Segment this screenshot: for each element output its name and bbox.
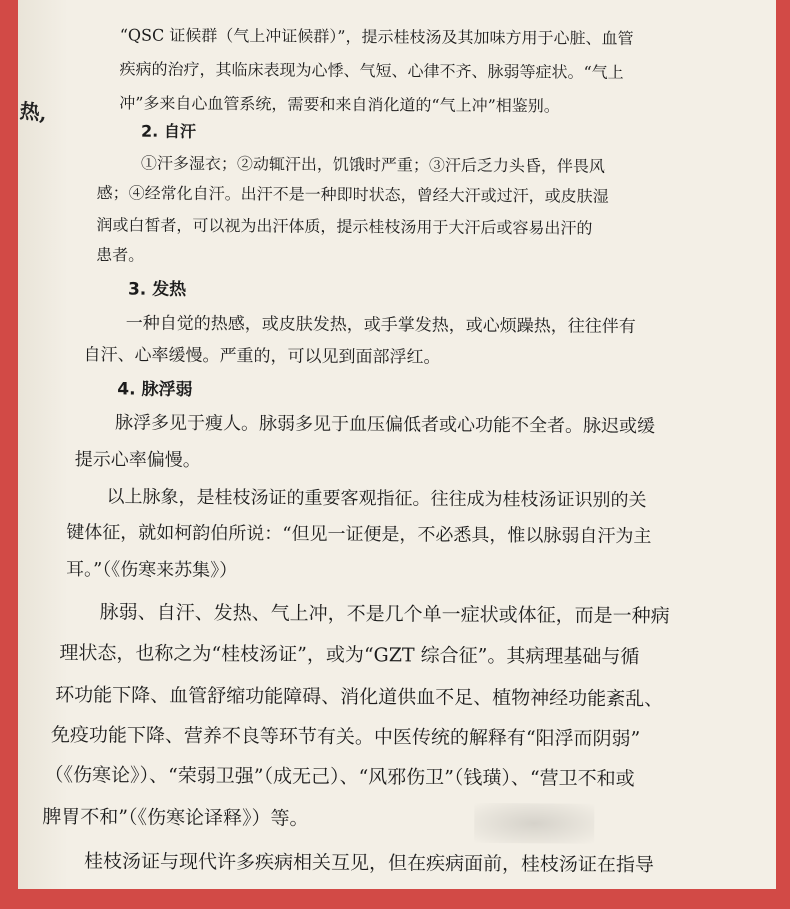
adjacent-page-fragment: 热, [18, 98, 48, 126]
text-line: （《伤寒论》）、“荣弱卫强”（成无己）、“风邪伤卫”（钱璜）、“营卫不和或 [44, 763, 635, 791]
text-line: 感；④经常化自汗。出汗不是一种即时状态，曾经大汗或过汗，或皮肤湿 [96, 183, 609, 206]
text-line: 自汗、心率缓慢。严重的，可以见到面部浮红。 [83, 345, 441, 368]
text-line: 键体征，就如柯韵伯所说：“但见一证便是，不必悉具，惟以脉弱自汗为主 [66, 522, 652, 548]
text-line: 理状态，也称之为“桂枝汤证”，或为“GZT 综合征”。其病理基础与循 [59, 642, 640, 669]
book-page [42, 0, 760, 894]
text-line: 冲”多来自心血管系统，需要和来自消化道的“气上冲”相鉴别。 [119, 93, 560, 116]
section-heading: 3. 发热 [127, 279, 187, 300]
section-heading: 4. 脉浮弱 [117, 379, 193, 400]
page-shadow [474, 803, 594, 844]
text-line: ①汗多湿衣；②动辄汗出，饥饿时严重；③汗后乏力头昏，伴畏风 [140, 153, 605, 176]
text-line: 以上脉象，是桂枝汤证的重要客观指征。往往成为桂枝汤证识别的关 [106, 486, 647, 512]
text-line: 免疫功能下降、营养不良等环节有关。中医传统的解释有“阳浮而阴弱” [50, 723, 641, 751]
text-line: 一种自觉的热感，或皮肤发热，或手掌发热，或心烦躁热，往往伴有 [125, 313, 636, 338]
text-line: 环功能下降、血管舒缩功能障碍、消化道供血不足、植物神经功能紊乱、 [55, 683, 664, 711]
text-line: 润或白皙者，可以视为出汗体质，提示桂枝汤用于大汗后或容易出汗的 [96, 215, 593, 238]
text-line: 耳。”（《伤寒来苏集》） [65, 559, 238, 582]
text-line: 脉浮多见于瘦人。脉弱多见于血压偏低者或心功能不全者。脉迟或缓 [114, 412, 656, 438]
section-heading: 2. 自汗 [141, 121, 196, 141]
text-line: 提示心率偏慢。 [74, 449, 201, 471]
text-line: 脾胃不和”（《伤寒论译释》）等。 [42, 805, 309, 830]
text-line: 脉弱、自汗、发热、气上冲，不是几个单一症状或体征，而是一种病 [99, 601, 670, 628]
text-line: 疾病的治疗，其临床表现为心悸、气短、心律不齐、脉弱等症状。“气上 [119, 59, 624, 82]
text-line: 桂枝汤证与现代许多疾病相关互见，但在疾病面前，桂枝汤证在指导 [83, 850, 655, 877]
text-line: “QSC 证候群（气上冲证候群）”，提示桂枝汤及其加味方用于心脏、血管 [119, 25, 634, 49]
text-line: 患者。 [96, 245, 145, 265]
